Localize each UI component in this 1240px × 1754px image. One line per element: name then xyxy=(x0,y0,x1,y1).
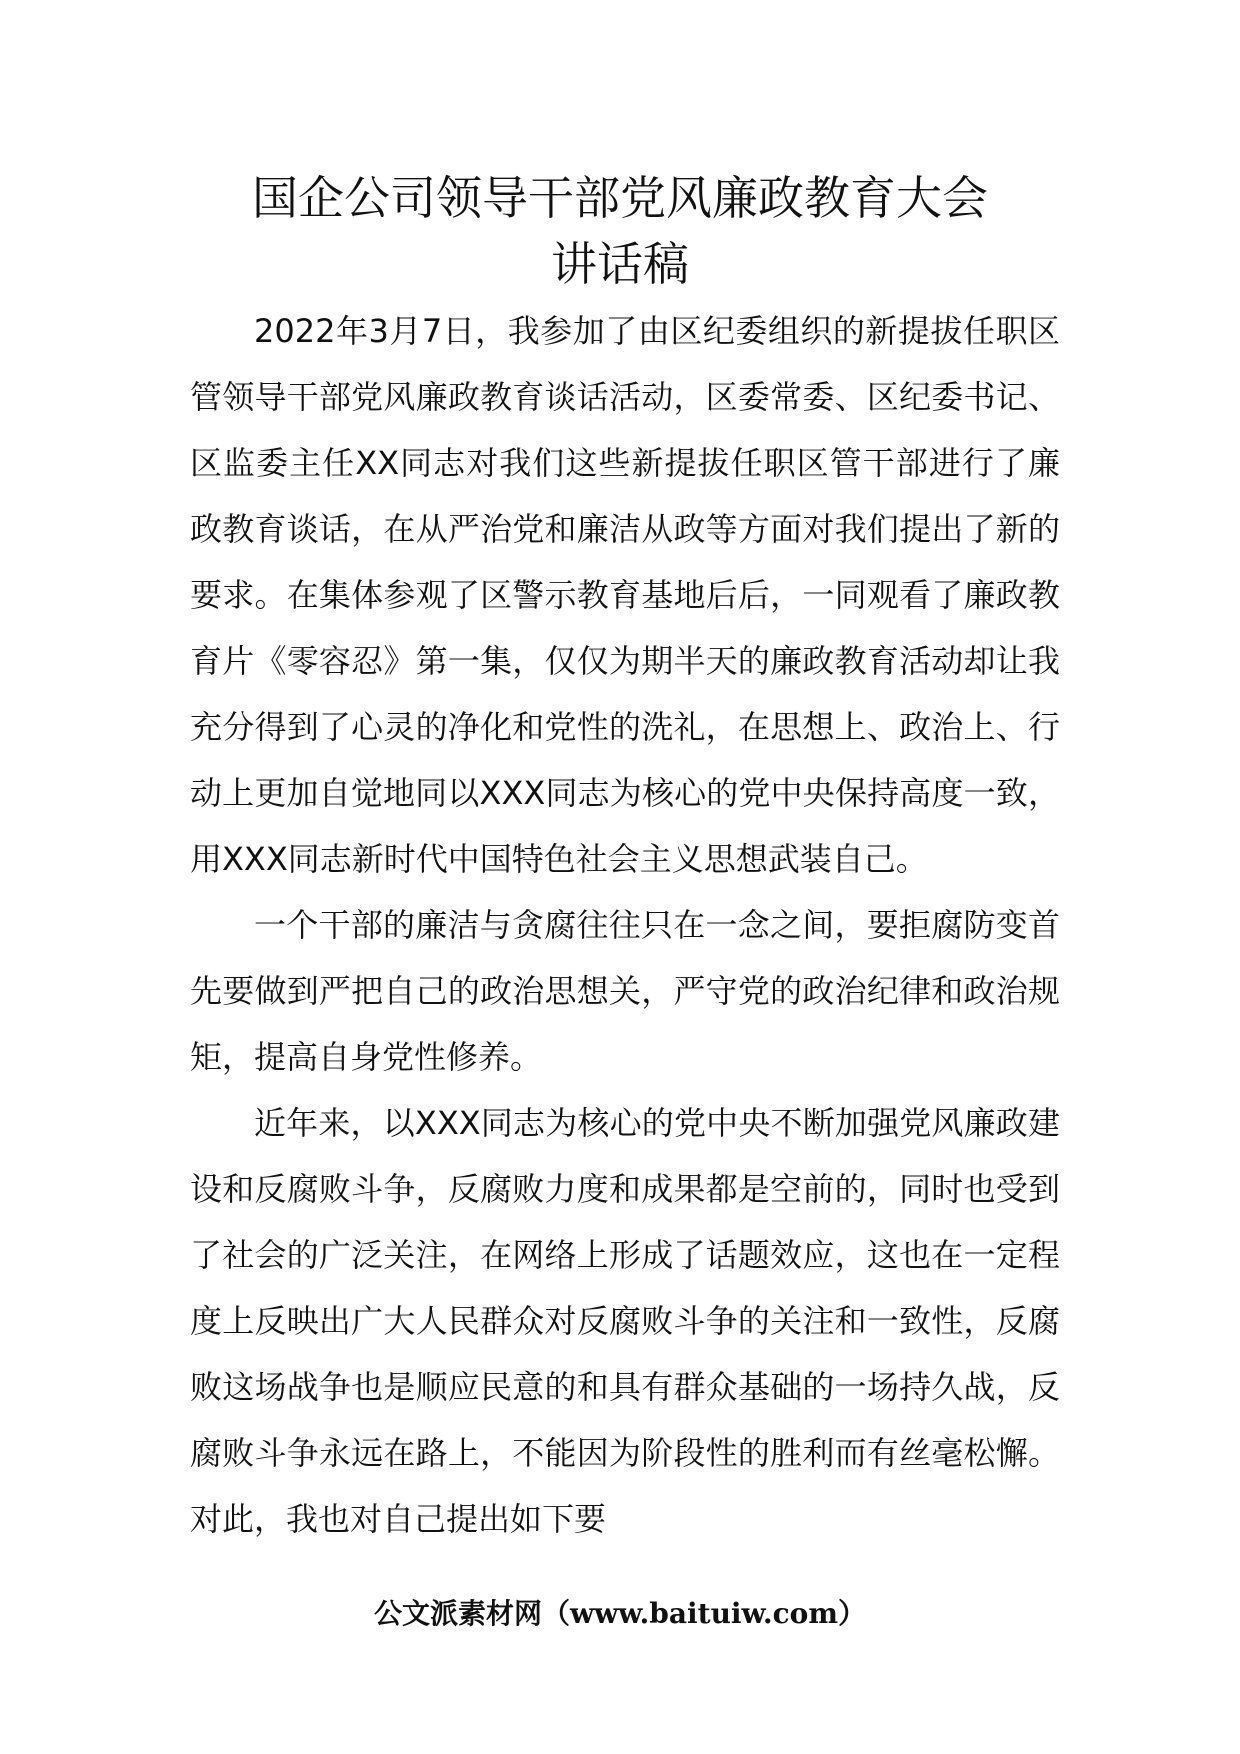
document-title: 国企公司领导干部党风廉政教育大会 xyxy=(252,171,988,225)
paragraph-1: 2022年3月7日，我参加了由区纪委组织的新提拔任职区管领导干部党风廉政教育谈话活动，区委常委、区纪委书记、区监委主任XX同志对我们这些新提拔任职区管干部进行了廉政教育谈话，在从严治党和廉洁从政等方面对我们提出了新的要求。在集体参观了区警示教育基地后后，一同观看了廉政教育片《零容忍》第一集，仅仅为期半天的廉政教育活动却让我充分得到了心灵的净化和党性的洗礼，在思想上、政治上、行动上更加自觉地同以XXX同志为核心的党中央保持高度一致，用XXX同志新时代中国特色社会主义思想武装自己。 xyxy=(190,312,1060,878)
paragraph-3: 近年来，以XXX同志为核心的党中央不断加强党风廉政建设和反腐败斗争，反腐败力度和成果都是空前的，同时也受到了社会的广泛关注，在网络上形成了话题效应，这也在一定程度上反映出广大人民群众对反腐败斗争的关注和一致性，反腐败这场战争也是顺应民意的和具有群众基础的一场持久战，反腐败斗争永远在路上，不能因为阶段性的胜利而有丝毫松懈。对此，我也对自己提出如下要 xyxy=(190,1104,1060,1538)
footer-watermark: 公文派素材网（www.baituiw.com） xyxy=(374,1597,866,1630)
paragraph-2: 一个干部的廉洁与贪腐往往只在一念之间，要拒腐防变首先要做到严把自己的政治思想关，严守党的政治纪律和政治规矩，提高自身党性修养。 xyxy=(190,906,1060,1076)
document-subtitle: 讲话稿 xyxy=(551,237,689,291)
document-body xyxy=(190,298,1060,1552)
